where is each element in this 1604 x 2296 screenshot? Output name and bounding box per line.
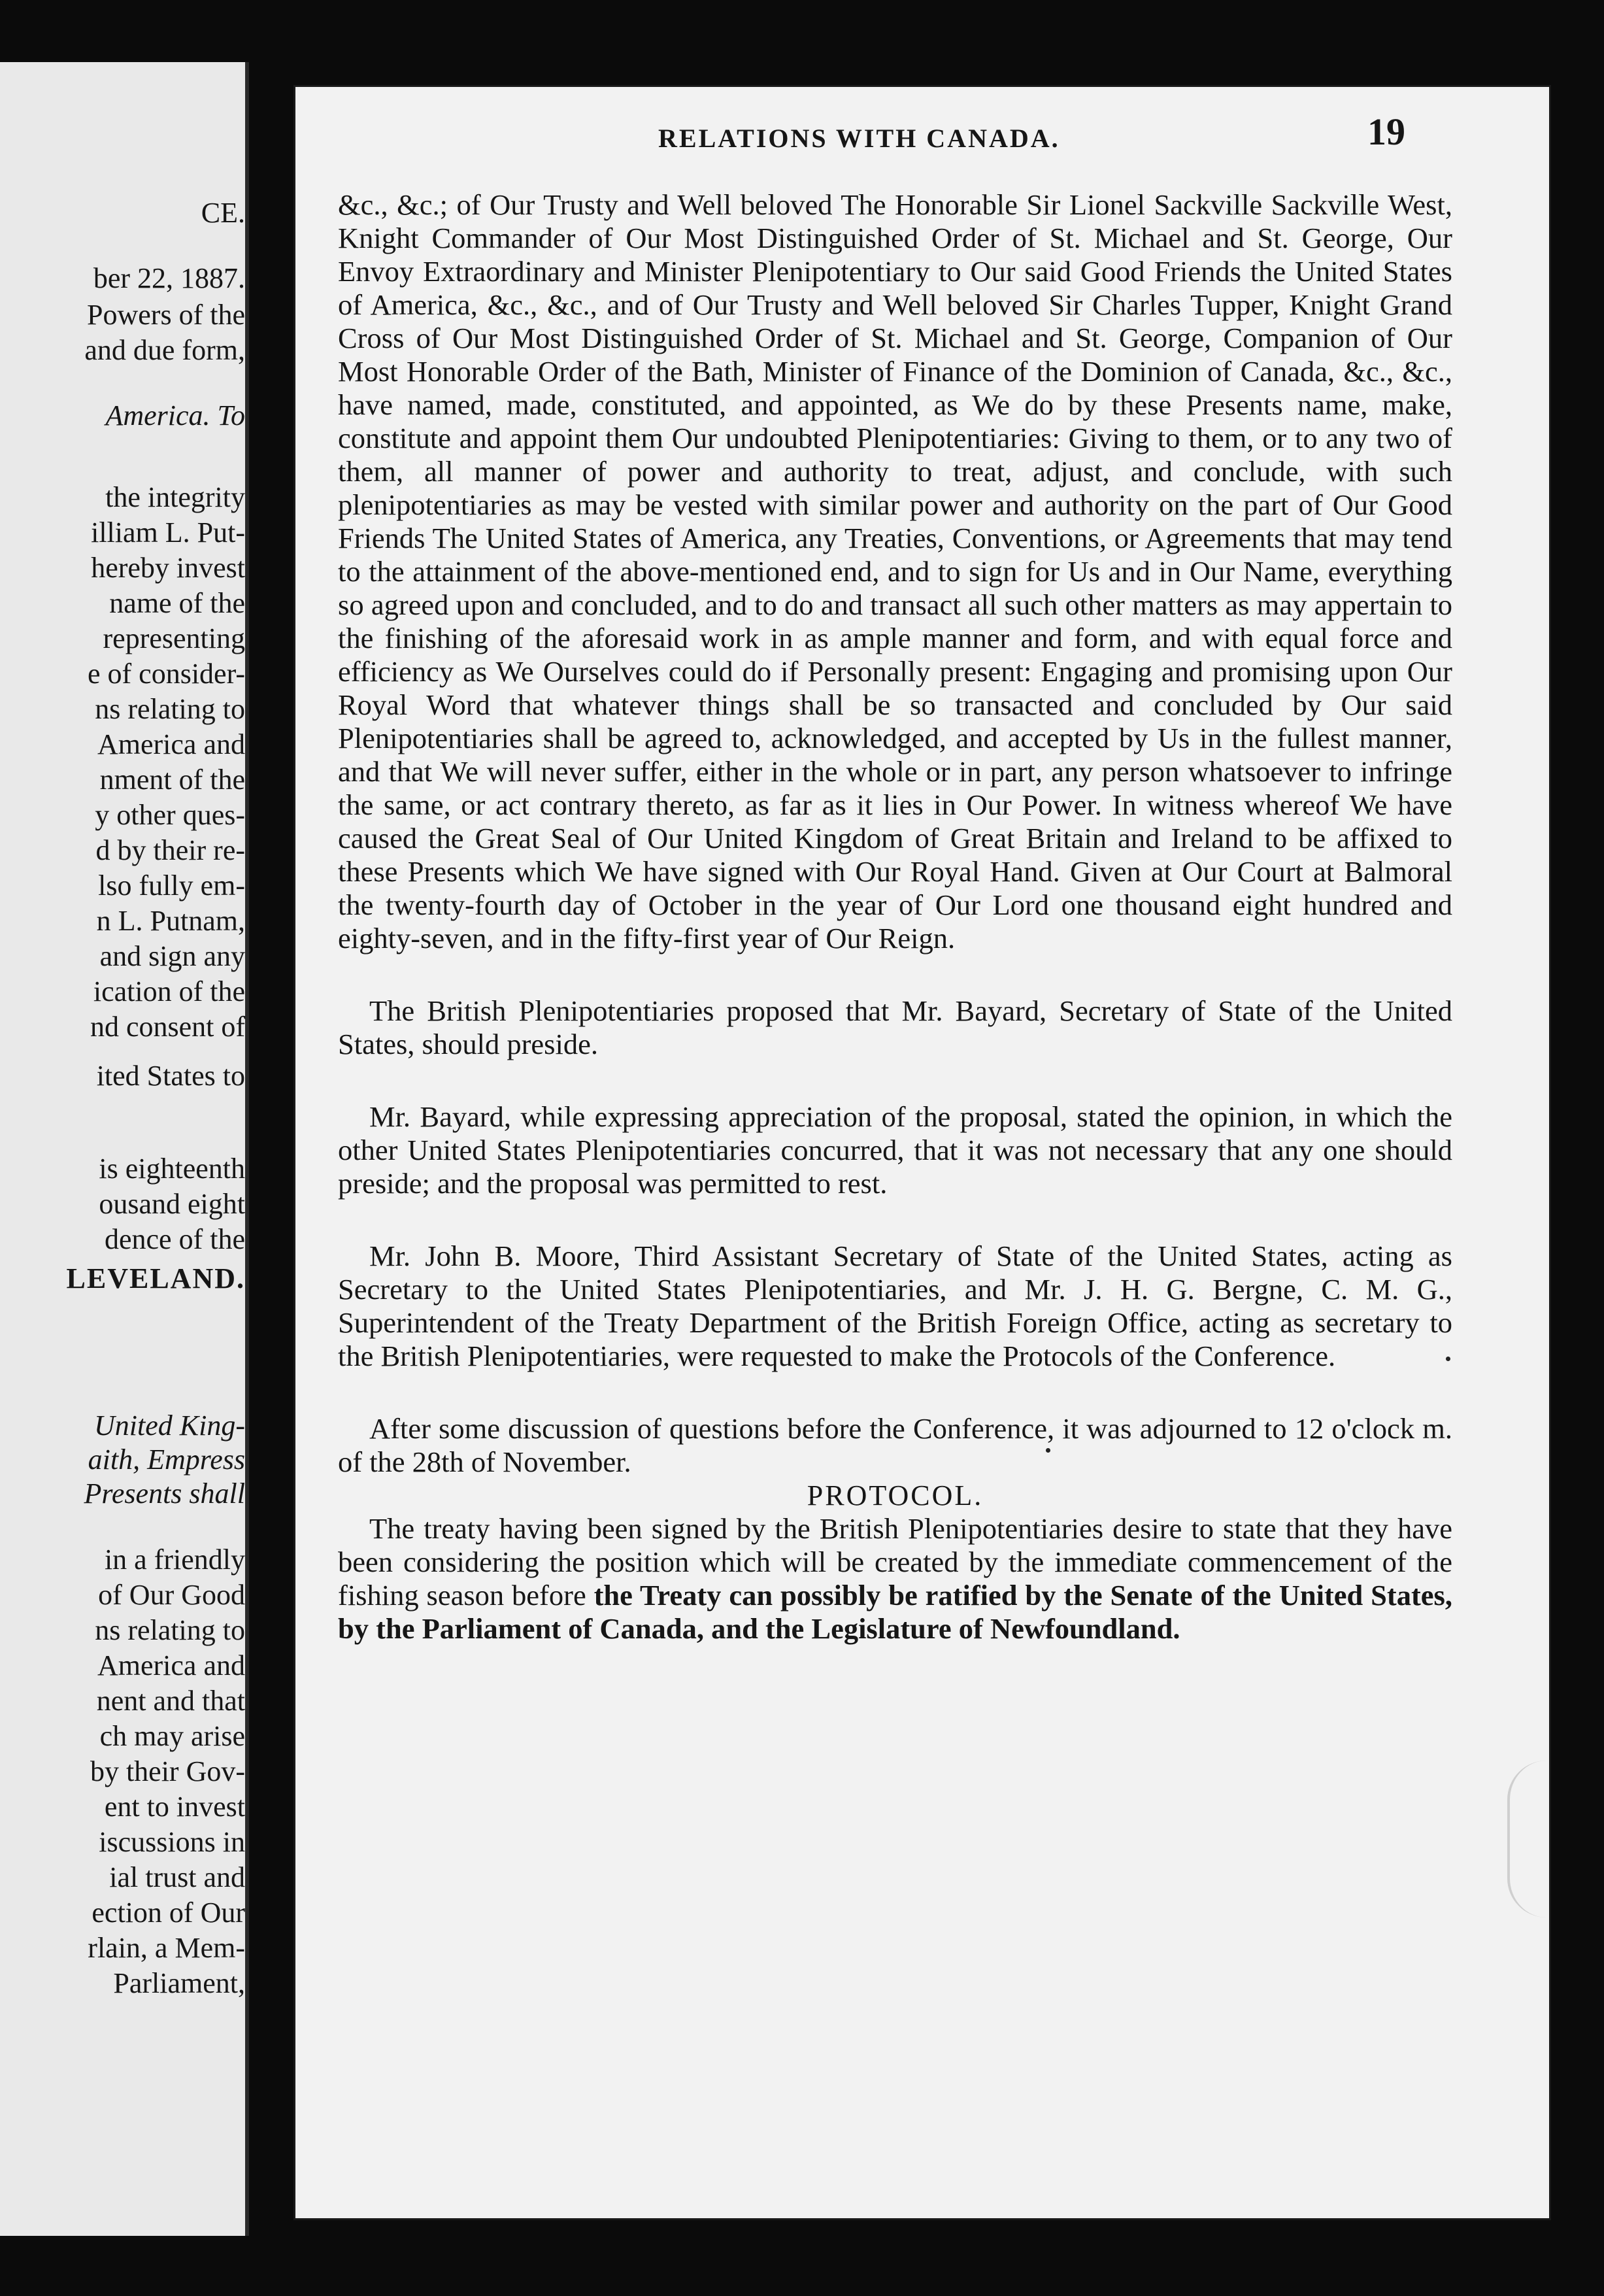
page-number: 19 — [1367, 110, 1405, 153]
body-text — [338, 188, 1452, 1646]
left-page-line: and due form, — [84, 334, 245, 366]
page-edge-curl — [1507, 1761, 1549, 1917]
running-head: RELATIONS WITH CANADA. — [658, 124, 1060, 153]
left-page-line: aith, Empress — [88, 1443, 245, 1476]
ink-speck — [1446, 1357, 1450, 1361]
left-page-line: nment of the — [99, 764, 245, 796]
left-facing-page — [0, 62, 249, 2236]
left-page-line: CE. — [201, 197, 245, 229]
paragraph-secretaries: Mr. John B. Moore, Third Assistant Secretary of State of the United States, acting as Secretary to the United States Plenipotentiaries, and Mr. J. H. G. Bergne, C. M. G., Superintendent of the Treaty Department of the British Foreign Office, acting as secretary to the British Plenipotentiaries, were requested to make the Protocols of the Conference. — [338, 1240, 1452, 1372]
left-page-line: illiam L. Put- — [91, 516, 245, 549]
left-page-line: nent and that — [96, 1685, 245, 1717]
left-page-line: ns relating to — [95, 1614, 245, 1646]
left-page-line: ber 22, 1887. — [93, 262, 245, 294]
left-page-line: name of the — [109, 587, 245, 619]
left-page-line: America and — [97, 728, 245, 760]
left-page-line: the integrity — [105, 481, 245, 513]
left-page-line: ent to invest — [104, 1791, 245, 1823]
paragraph-presiding-proposal: The British Plenipotentiaries proposed that Mr. Bayard, Secretary of State of the United States, should preside. — [338, 994, 1452, 1060]
left-page-line: rlain, a Mem- — [88, 1932, 245, 1964]
left-page-line: n L. Putnam, — [96, 905, 245, 937]
left-page-line: ication of the — [93, 975, 245, 1007]
left-page-line: United King- — [94, 1410, 245, 1442]
left-page-line: ch may arise — [99, 1720, 245, 1752]
left-page-line: ial trust and — [109, 1861, 245, 1893]
paragraph-adjournment: After some discussion of questions before the Conference, it was adjourned to 12 o'clock m. of the 28th of November. — [338, 1412, 1452, 1478]
left-page-line: representing — [103, 622, 245, 654]
left-page-line: ection of Our — [92, 1897, 245, 1929]
protocol-text: The treaty having been signed by the British Plenipotentiaries desire to state that they have been considering the position which will be created by the immediate commencement of the fishing season before — [338, 1512, 1452, 1612]
left-page-line: ousand eight — [99, 1188, 245, 1220]
left-page-line: y other ques- — [95, 799, 245, 831]
right-page — [295, 87, 1549, 2218]
left-page-line: nd consent of — [90, 1011, 245, 1043]
left-page-line: Parliament, — [113, 1967, 245, 1999]
left-page-line: of Our Good — [98, 1579, 245, 1611]
left-page-line: in a friendly — [104, 1544, 245, 1576]
left-page-line: ited States to — [96, 1060, 245, 1092]
left-page-line: dence of the — [105, 1223, 245, 1255]
left-page-line: Powers of the — [87, 299, 245, 331]
ink-speck — [1046, 1448, 1050, 1453]
left-page-line: America and — [97, 1649, 245, 1681]
left-page-line: ns relating to — [95, 693, 245, 725]
left-page-line: d by their re- — [95, 834, 245, 866]
left-page-line: by their Gov- — [90, 1755, 245, 1787]
paragraph-commission: &c., &c.; of Our Trusty and Well beloved The Honorable Sir Lionel Sackville Sackville West, Knight Commander of Our Most Distinguished Order of St. Michael and St. George, Our Envoy Extraordinary and Minister Plenipotentiary to Our said Good Friends the United States of America, &c., &c., and of Our Trusty and Well beloved Sir Charles Tupper, Knight Grand Cross of Our Most Distinguished Order of St. Michael and St. George, Companion of Our Most Honorable Order of the Bath, Minister of Finance of the Dominion of Canada, &c., &c., have named, made, constituted, and appointed, as We do by these Presents name, make, constitute and appoint them Our undoubted Plenipotentiaries: Giving to them, or to any two of them, all manner of power and authority to treat, adjust, and conclude, with such plenipotentiaries as may be vested with similar power and authority on the part of Our Good Friends The United States of America, any Treaties, Conventions, or Agreements that may tend to the attainment of the above-mentioned end, and to sign for Us and in Our Name, everything so agreed upon and concluded, and to do and transact all such other matters as may appertain to the finishing of the aforesaid work in as ample manner and form, and with equal force and efficiency as We Ourselves could do if Personally present: Engaging and promising upon Our Royal Word that whatever things shall be so transacted and concluded by Our said Plenipotentiaries shall be agreed to, acknowledged, and accepted by Us in the fullest manner, and that We will never suffer, either in the whole or in part, any person whatsoever to infringe the same, or act contrary thereto, as far as it lies in Our Power. In witness whereof We have caused the Great Seal of Our United Kingdom of Great Britain and Ireland to be affixed to these Presents which We have signed with Our Royal Hand. Given at Our Court at Balmoral the twenty-fourth day of October in the year of Our Lord one thousand eight hundred and eighty-seven, and in the fifty-first year of Our Reign. — [338, 188, 1452, 954]
left-page-line: iscussions in — [99, 1826, 245, 1858]
left-page-line: and sign any — [99, 940, 245, 972]
left-page-line: e of consider- — [87, 658, 245, 690]
left-page-line: LEVELAND. — [66, 1262, 245, 1294]
left-page-line: lso fully em- — [98, 869, 245, 902]
section-heading-protocol: PROTOCOL. — [807, 1479, 984, 1511]
left-page-line: Presents shall — [84, 1477, 245, 1510]
left-page-line: America. To — [105, 399, 245, 431]
left-page-line: is eighteenth — [99, 1153, 245, 1185]
left-page-line: hereby invest — [91, 552, 245, 584]
protocol-text-bold: the Treaty can possibly be ratified by the Senate of the United States, by the Parliament of Canada, and the Legislature of Newfoundland. — [338, 1579, 1452, 1645]
paragraph-bayard-response: Mr. Bayard, while expressing appreciation of the proposal, stated the opinion, in which the other United States Plenipotentiaries concurred, that it was not necessary that any one should preside; and the proposal was permitted to rest. — [338, 1100, 1452, 1200]
paragraph-protocol — [338, 1512, 1452, 1646]
